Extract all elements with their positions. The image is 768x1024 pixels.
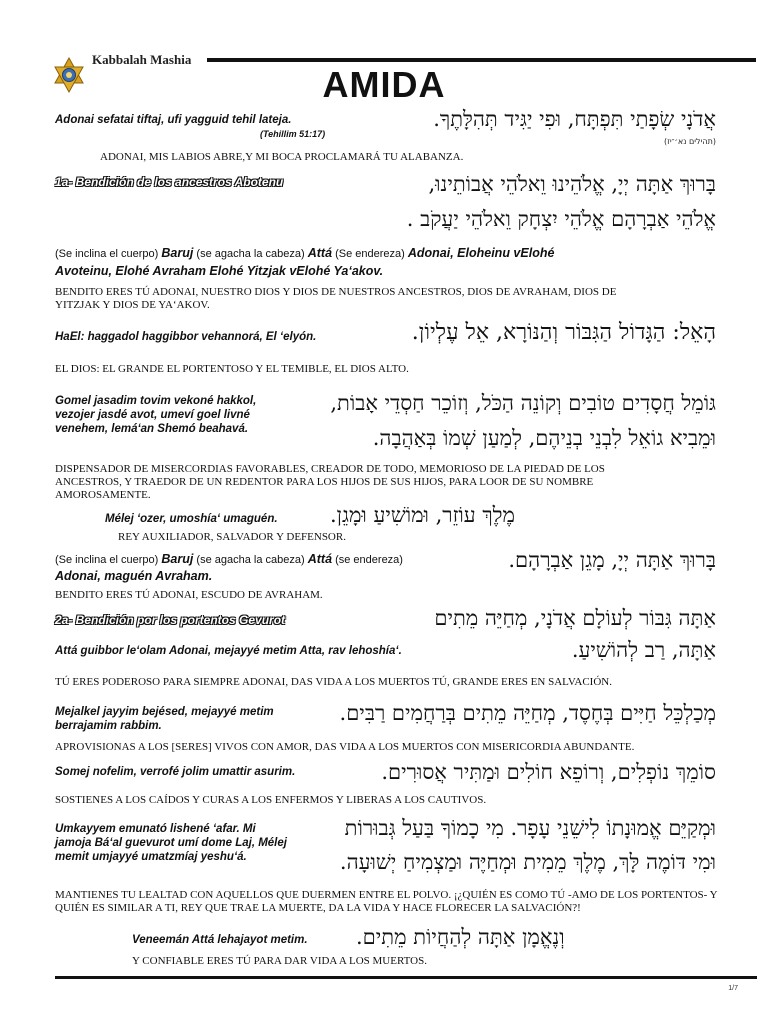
- transliteration: Umkayyem emunató lishené ‘afar. Mi jamoja Bá‘al guevurot umí dome Laj, Mélej memit umjayyé umatzmíaj yeshu‘á.: [55, 823, 287, 863]
- hebrew-line: הָאֵל: הַגָּדוֹל הַגִּבּוֹר וְהַנּוֹרָא, אֵל עֶלְיוֹן.: [411, 320, 716, 345]
- spanish-translation: SOSTIENES A LOS CAÍDOS Y CURAS A LOS ENFERMOS Y LIBERAS A LOS CAUTIVOS.: [55, 794, 487, 806]
- instruction-line: [55, 552, 455, 568]
- spanish-translation: BENDITO ERES TÚ ADONAI, NUESTRO DIOS Y DIOS DE NUESTROS ANCESTROS, DIOS DE AVRAHAM, DIOS DE YITZJAK Y DIOS DE YA‘AKOV.: [55, 286, 617, 311]
- spanish-translation: DISPENSADOR DE MISERCORDIAS FAVORABLES, CREADOR DE TODO, MEMORIOSO DE LA PIEDAD DE LOS ANCESTROS, Y TRAEDOR DE UN REDENTOR PARA LOS HIJOS DE SUS HIJOS, PARA LOOR DE SU NOMBRE AMOROSAMENTE.: [55, 463, 605, 501]
- instruction: (Se inclina el cuerpo): [55, 248, 159, 260]
- hebrew-line: מְכַלְכֵּל חַיִּים בְּחֶסֶד, מְחַיֵּה מֵתִים בְּרַחֲמִים רַבִּים.: [339, 701, 716, 725]
- hebrew-line: וּמֵבִיא גוֹאֵל לִבְנֵי בְנֵיהֶם, לְמַעַן שְׁמוֹ בְּאַהֲבָה.: [372, 426, 716, 450]
- page-number: 1/7: [728, 985, 738, 992]
- transliteration: Gomel jasadim tovim vekoné hakkol, vezojer jasdé avot, umeví goel livné venehem, lemá‘an Shemó beahavá.: [55, 395, 257, 435]
- transliteration: HaEl: haggadol haggibbor vehannorá, El ‘elyón.: [55, 331, 317, 343]
- instruction: (Se endereza): [335, 248, 405, 260]
- spanish-translation: REY AUXILIADOR, SALVADOR Y DEFENSOR.: [118, 531, 346, 543]
- section-heading: 1a- Bendición de los ancestros Abotenu: [55, 175, 284, 189]
- instruction: (se agacha la cabeza): [196, 248, 305, 260]
- spanish-translation: ADONAI, MIS LABIOS ABRE,Y MI BOCA PROCLAMARÁ TU ALABANZA.: [100, 151, 464, 163]
- hebrew-line: בָּרוּךְ אַתָּה יְיָ, אֱלֹהֵינוּ וֵאלֹהֵי אֲבוֹתֵינוּ,: [428, 172, 716, 196]
- hebrew-line: אֱלֹהֵי אַבְרָהָם אֱלֹהֵי יִצְחָק וֵאלֹהֵי יַעֲקֹב .: [406, 207, 716, 231]
- hebrew-line: מֶלֶךְ עוֹזֵר, וּמוֹשִׁיעַ וּמָגֵן.: [330, 503, 515, 527]
- hebrew-line: בָּרוּךְ אַתָּה יְיָ, מָגֵן אַבְרָהָם.: [508, 548, 716, 572]
- instruction: (Se inclina el cuerpo): [55, 554, 159, 566]
- hebrew-line: סוֹמֵךְ נוֹפְלִים, וְרוֹפֵא חוֹלִים וּמַתִּיר אֲסוּרִים.: [381, 760, 716, 784]
- hebrew-line: וּמִי דּוֹמֶה לָּךְ, מֶלֶךְ מֵמִית וּמְחַיֶּה וּמַצְמִיחַ יְשׁוּעָה.: [339, 850, 716, 874]
- transliteration: Mejalkel jayyim bejésed, mejayyé metim berrajamim rabbim.: [55, 706, 274, 732]
- transliteration-word: Baruj: [161, 246, 194, 260]
- transliteration: Adonai sefatai tiftaj, ufi yagguid tehil lateja.: [55, 114, 292, 126]
- instruction: (se endereza): [335, 554, 403, 566]
- verse-reference: (Tehillim 51:17): [260, 129, 326, 139]
- transliteration: Avoteinu, Elohé Avraham Elohé Yitzjak vElohé Ya‘akov.: [55, 264, 384, 278]
- hebrew-line: וּמְקַיֵּם אֱמוּנָתוֹ לִישֵׁנֵי עָפָר. מִי כָמוֹךָ בַּעַל גְּבוּרוֹת: [344, 816, 716, 840]
- transliteration-word: Attá: [307, 552, 333, 566]
- hebrew-line: אַתָּה, רַב לְהוֹשִׁיעַ.: [571, 638, 716, 662]
- spanish-translation: EL DIOS: EL GRANDE EL PORTENTOSO Y EL TEMIBLE, EL DIOS ALTO.: [55, 363, 409, 375]
- spanish-translation: Y CONFIABLE ERES TÚ PARA DAR VIDA A LOS MUERTOS.: [132, 955, 427, 967]
- spanish-translation: MANTIENES TU LEALTAD CON AQUELLOS QUE DUERMEN ENTRE EL POLVO. ¡¿QUIÉN ES COMO TÚ -AMO DE LOS PORTENTOS- Y QUIÉN ES SIMILAR A TI, REY QUE TRAE LA MUERTE, DA LA VIDA Y HACE FLORECER LA SALVACIÓN?!: [55, 889, 718, 914]
- instruction: (se agacha la cabeza): [196, 554, 305, 566]
- hebrew-line: גּוֹמֵל חֲסָדִים טוֹבִים וְקוֹנֵה הַכֹּל, וְזוֹכֵר חַסְדֵי אָבוֹת,: [330, 391, 716, 415]
- spanish-translation: TÚ ERES PODEROSO PARA SIEMPRE ADONAI, DAS VIDA A LOS MUERTOS TÚ, GRANDE ERES EN SALVACIÓN.: [55, 676, 612, 688]
- spanish-translation: APROVISIONAS A LOS [SERES] VIVOS CON AMOR, DAS VIDA A LOS MUERTOS CON MISERICORDIA ABUNDANTE.: [55, 741, 635, 753]
- transliteration: Veneemán Attá lehajayot metim.: [132, 934, 308, 946]
- instruction-line: [55, 246, 615, 262]
- hebrew-line: וְנֶאֱמָן אַתָּה לְהַחֲיוֹת מֵתִים.: [356, 925, 565, 949]
- header-rule: [207, 58, 756, 62]
- brand-name: Kabbalah Mashia: [92, 52, 192, 67]
- page-title: AMIDA: [322, 64, 446, 105]
- transliteration-word: Adonai, Eloheinu vElohé: [407, 246, 555, 260]
- transliteration: Adonai, maguén Avraham.: [55, 569, 213, 583]
- transliteration-word: Attá: [307, 246, 333, 260]
- section-heading: 2a- Bendición por los portentos Gevurot: [55, 613, 286, 627]
- transliteration: Somej nofelim, verrofé jolim umattir asurim.: [55, 766, 296, 778]
- spanish-translation: BENDITO ERES TÚ ADONAI, ESCUDO DE AVRAHAM.: [55, 589, 323, 601]
- verse-reference-hebrew: (תהילים נא׳־יז): [663, 137, 716, 146]
- hebrew-line: אֲדֹנָי שְׂפָתַי תִּפְתָּח, וּפִי יַגִּיד תְּהִלָּתֶךָ.: [433, 107, 716, 131]
- transliteration: Attá guibbor le‘olam Adonai, mejayyé metim Atta, rav lehoshía‘.: [55, 645, 402, 657]
- transliteration: Mélej ‘ozer, umoshía‘ umaguén.: [105, 513, 278, 525]
- transliteration-word: Baruj: [161, 552, 194, 566]
- footer-rule: [55, 976, 757, 979]
- hebrew-line: אַתָּה גִּבּוֹר לְעוֹלָם אֲדֹנָי, מְחַיֵּה מֵתִים: [434, 606, 716, 630]
